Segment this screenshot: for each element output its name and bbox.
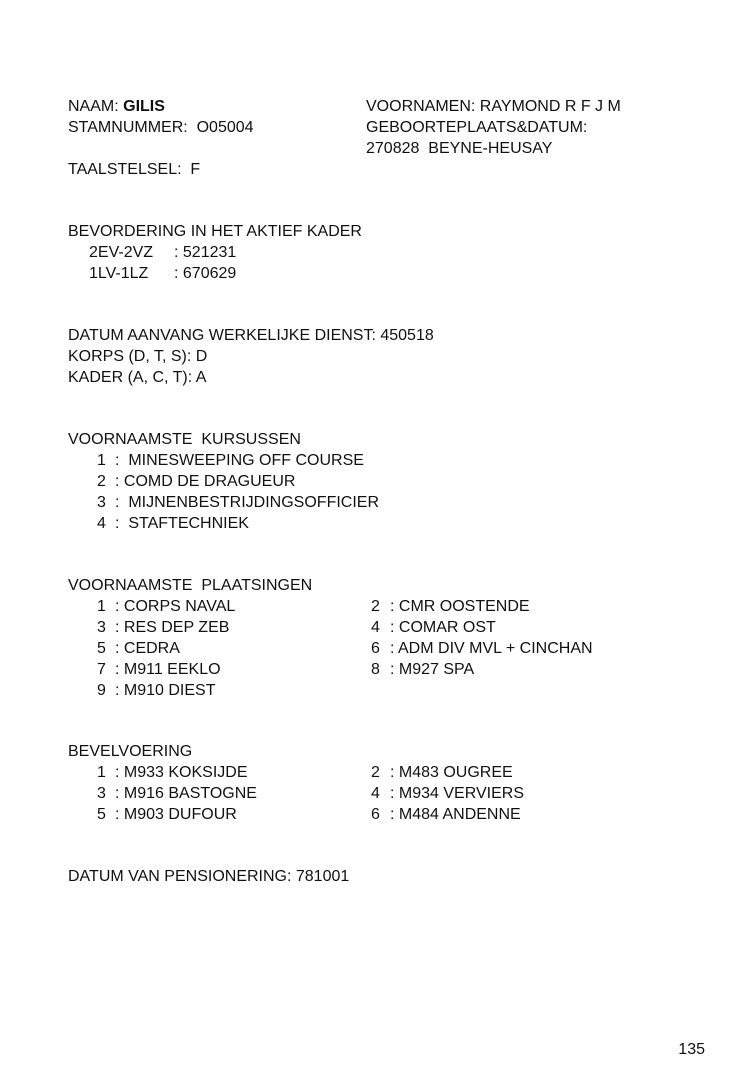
kursussen-title: VOORNAAMSTE KURSUSSEN bbox=[68, 431, 301, 448]
kursus-text: : STAFTECHNIEK bbox=[115, 515, 249, 532]
datum-pensionering: DATUM VAN PENSIONERING: 781001 bbox=[68, 868, 350, 885]
voornamen-line bbox=[366, 96, 621, 117]
bevel-text: : M903 DUFOUR bbox=[115, 806, 237, 823]
bevel-text: : M934 VERVIERS bbox=[390, 785, 524, 802]
plaatsing-num: 2 bbox=[371, 598, 380, 615]
naam-line bbox=[68, 96, 165, 117]
stamnummer-line bbox=[68, 117, 254, 138]
plaatsing-num: 6 bbox=[371, 640, 380, 657]
voornamen-label: VOORNAMEN: bbox=[366, 98, 476, 115]
plaatsing-num: 8 bbox=[371, 661, 380, 678]
plaatsing-num: 4 bbox=[371, 619, 380, 636]
plaatsing-num: 1 bbox=[97, 598, 106, 615]
plaatsing-text: : M927 SPA bbox=[390, 661, 475, 678]
plaatsingen-title: VOORNAAMSTE PLAATSINGEN bbox=[68, 577, 313, 594]
plaatsing-text: : M911 EEKLO bbox=[115, 661, 221, 678]
kursus-num: 2 bbox=[97, 473, 106, 490]
bevel-num: 2 bbox=[371, 764, 380, 781]
bevel-num: 5 bbox=[97, 806, 106, 823]
bevel-text: : M933 KOKSIJDE bbox=[115, 764, 248, 781]
kursus-text: : COMD DE DRAGUEUR bbox=[115, 473, 296, 490]
plaatsing-text: : CEDRA bbox=[115, 640, 180, 657]
bevel-num: 4 bbox=[371, 785, 380, 802]
bevel-num: 3 bbox=[97, 785, 106, 802]
taalstelsel-line bbox=[68, 159, 200, 180]
bevel-num: 6 bbox=[371, 806, 380, 823]
bevel-text: : M484 ANDENNE bbox=[390, 806, 521, 823]
plaatsing-num: 5 bbox=[97, 640, 106, 657]
geboorte-value: 270828 BEYNE-HEUSAY bbox=[366, 140, 553, 157]
plaatsing-num: 7 bbox=[97, 661, 106, 678]
kursus-text: : MIJNENBESTRIJDINGSOFFICIER bbox=[115, 494, 380, 511]
kursus-num: 4 bbox=[97, 515, 106, 532]
kursus-num: 3 bbox=[97, 494, 106, 511]
kursus-text: : MINESWEEPING OFF COURSE bbox=[115, 452, 364, 469]
plaatsing-text: : CMR OOSTENDE bbox=[390, 598, 530, 615]
plaatsing-text: : M910 DIEST bbox=[115, 682, 216, 699]
voornamen-value: RAYMOND R F J M bbox=[479, 98, 621, 115]
bevel-text: : M916 BASTOGNE bbox=[115, 785, 257, 802]
page-number: 135 bbox=[678, 1041, 705, 1058]
plaatsing-num: 3 bbox=[97, 619, 106, 636]
stamnummer-label: STAMNUMMER: bbox=[68, 119, 188, 136]
taalstelsel-value: F bbox=[190, 161, 201, 178]
naam-label: NAAM: bbox=[68, 98, 119, 115]
bevordering-title: BEVORDERING IN HET AKTIEF KADER bbox=[68, 223, 362, 240]
bevordering-rank: 2EV-2VZ bbox=[89, 244, 154, 261]
plaatsing-text: : COMAR OST bbox=[390, 619, 496, 636]
plaatsing-text: : CORPS NAVAL bbox=[115, 598, 236, 615]
bevel-text: : M483 OUGREE bbox=[390, 764, 513, 781]
bevordering-date: : 670629 bbox=[174, 265, 237, 282]
kader-line: KADER (A, C, T): A bbox=[68, 369, 207, 386]
geboorte-label: GEBOORTEPLAATS&DATUM: bbox=[366, 119, 588, 136]
plaatsing-num: 9 bbox=[97, 682, 106, 699]
kursus-num: 1 bbox=[97, 452, 106, 469]
plaatsing-text: : ADM DIV MVL + CINCHAN bbox=[390, 640, 593, 657]
stamnummer-value: O05004 bbox=[196, 119, 254, 136]
naam-value: GILIS bbox=[123, 98, 165, 115]
korps-line: KORPS (D, T, S): D bbox=[68, 348, 208, 365]
taalstelsel-label: TAALSTELSEL: bbox=[68, 161, 182, 178]
bevordering-date: : 521231 bbox=[174, 244, 237, 261]
bevordering-rank: 1LV-1LZ bbox=[89, 265, 149, 282]
bevel-num: 1 bbox=[97, 764, 106, 781]
plaatsing-text: : RES DEP ZEB bbox=[115, 619, 230, 636]
datum-aanvang-dienst: DATUM AANVANG WERKELIJKE DIENST: 450518 bbox=[68, 327, 434, 344]
bevelvoering-title: BEVELVOERING bbox=[68, 743, 193, 760]
